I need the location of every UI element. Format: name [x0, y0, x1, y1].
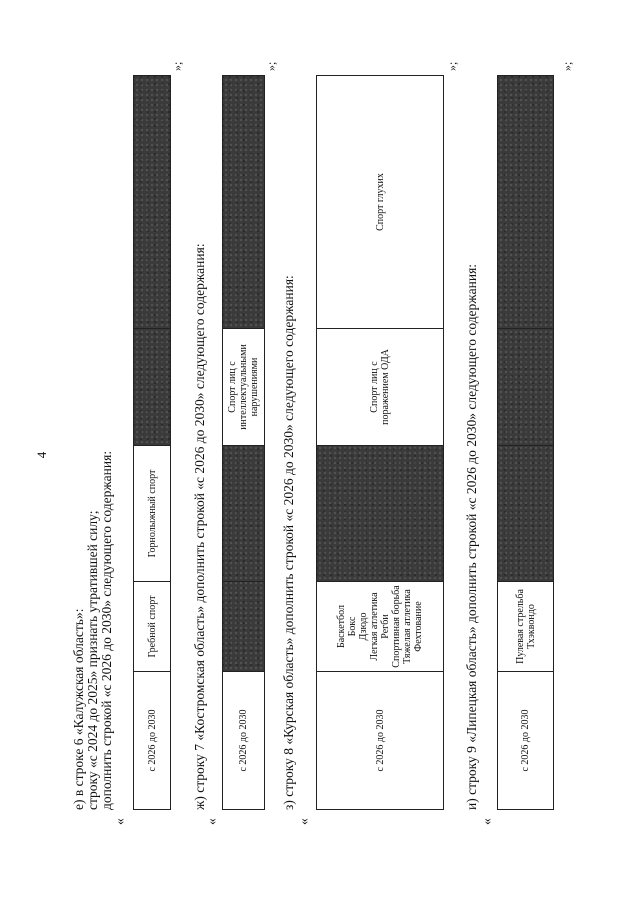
- section-e-line1: е) в строке 6 «Калужская область»:: [71, 608, 86, 810]
- sport-item: Фехтование: [413, 601, 424, 652]
- shaded-cell: [498, 76, 554, 329]
- section-z-text: з) строку 8 «Курская область» дополнить строкой «с 2026 до 2030» следующего содержания:: [281, 275, 296, 810]
- shaded-cell: [223, 76, 265, 329]
- section-e-table: [133, 75, 171, 810]
- page-number: 4: [34, 451, 49, 459]
- sport-item: Легкая атлетика: [369, 592, 380, 661]
- table-row: [498, 76, 554, 810]
- section-z-close: »;: [445, 61, 459, 71]
- section-e-line3: дополнить строкой «с 2026 до 2030» следующего содержания:: [99, 450, 114, 810]
- sport-cell: Гребной спорт: [134, 582, 171, 672]
- table-row: [317, 76, 444, 810]
- section-zh-close: »;: [264, 61, 278, 71]
- sport-item: Спортивная борьба: [391, 585, 402, 668]
- disability-cell: Спорт глухих: [317, 76, 444, 329]
- section-z-open-quote: «: [296, 818, 311, 825]
- section-zh-open-quote: «: [204, 818, 219, 825]
- period-cell: с 2026 до 2030: [134, 672, 171, 810]
- shaded-cell: [223, 446, 265, 582]
- period-cell: с 2026 до 2030: [498, 672, 554, 810]
- section-e-open-quote: «: [112, 818, 127, 825]
- shaded-cell: [317, 446, 444, 582]
- disability-cell: [317, 329, 444, 446]
- period-cell: с 2026 до 2030: [317, 672, 444, 810]
- disability-label: Спорт лиц с поражением ОДА: [369, 349, 391, 425]
- shaded-cell: [134, 329, 171, 446]
- sports-list-cell: [317, 582, 444, 672]
- sport-item: Тяжелая атлетика: [402, 589, 413, 664]
- shaded-cell: [134, 76, 171, 329]
- sports-list-cell: [498, 582, 554, 672]
- sport-item: Дзюдо: [358, 612, 369, 641]
- sport-item: Пулевая стрельба: [514, 589, 526, 664]
- sport-item: Тхэквондо: [525, 604, 537, 649]
- section-zh-text: ж) строку 7 «Костромская область» дополнить строкой «с 2026 до 2030» следующего содержания:: [192, 243, 207, 810]
- sport-item: Бокс: [347, 616, 358, 637]
- section-i-open-quote: «: [479, 818, 494, 825]
- section-z-table: [316, 75, 444, 810]
- shaded-cell: [498, 329, 554, 446]
- section-i-close: »;: [560, 61, 574, 71]
- sports-list: [515, 582, 537, 671]
- section-e-line2: строку «с 2024 до 2025» признать утратившей силу;: [85, 510, 100, 810]
- shaded-cell: [223, 582, 265, 672]
- section-zh-table: [222, 75, 265, 810]
- sport-item: Регби: [380, 614, 391, 639]
- period-cell: с 2026 до 2030: [223, 672, 265, 810]
- section-e-close: »;: [170, 61, 184, 71]
- section-i-table: [497, 75, 554, 810]
- sport-item: Баскетбол: [336, 605, 347, 648]
- table-row: [223, 76, 265, 810]
- sports-list: [336, 582, 424, 671]
- sport-cell: Горнолыжный спорт: [134, 446, 171, 582]
- shaded-cell: [498, 446, 554, 582]
- table-row: [134, 76, 171, 810]
- section-i-text: и) строку 9 «Липецкая область» дополнить строкой «с 2026 до 2030» следующего содержания:: [464, 263, 479, 810]
- disability-cell: Спорт лиц с интеллектуальными нарушениями: [223, 329, 265, 446]
